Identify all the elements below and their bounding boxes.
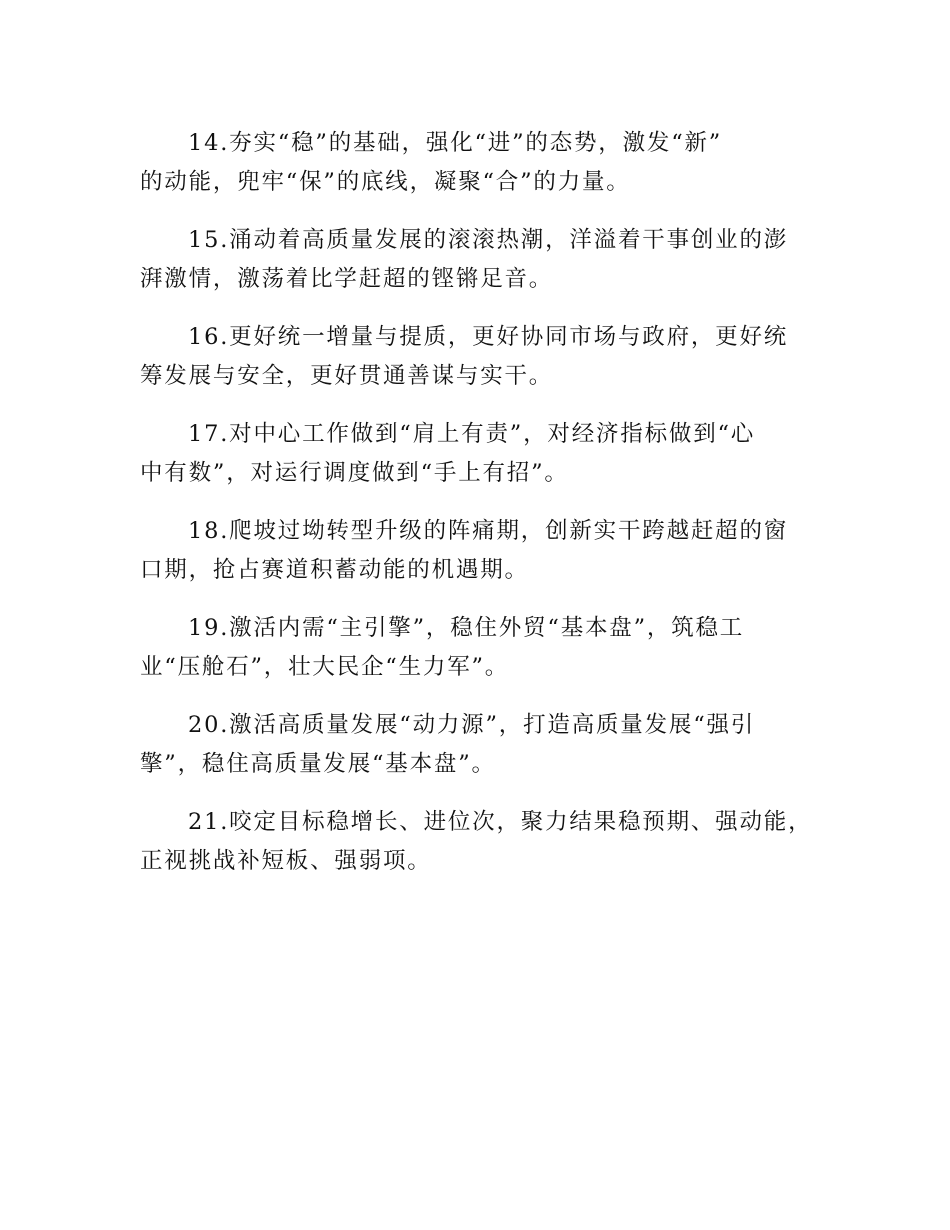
paragraph-line: 筹发展与安全，更好贯通善谋与实干。 (140, 362, 554, 389)
paragraph-line: 的动能，兜牢“保”的底线，凝聚“合”的力量。 (140, 168, 631, 195)
document-body (140, 124, 813, 900)
paragraph-line: 业“压舱石”，壮大民企“生力军”。 (140, 653, 510, 680)
paragraph-line: 18.爬坡过坳转型升级的阵痛期，创新实干跨越赶超的窗 (188, 518, 789, 544)
paragraph-17 (140, 415, 810, 492)
paragraph-line: 21.咬定目标稳增长、进位次，聚力结果稳预期、强动能， (188, 809, 813, 835)
paragraph-14 (140, 124, 810, 201)
paragraph-line: 口期，抢占赛道积蓄动能的机遇期。 (140, 556, 529, 583)
paragraph-line: 19.激活内需“主引擎”，稳住外贸“基本盘”，筑稳工 (188, 615, 745, 641)
paragraph-line: 湃激情，激荡着比学赶超的铿锵足音。 (140, 265, 554, 292)
paragraph-line: 15.涌动着高质量发展的滚滚热潮，洋溢着干事创业的澎 (188, 227, 789, 253)
paragraph-line: 正视挑战补短板、强弱项。 (140, 847, 432, 874)
paragraph-18 (140, 512, 810, 589)
paragraph-15 (140, 221, 810, 298)
paragraph-line: 20.激活高质量发展“动力源”，打造高质量发展“强引 (188, 712, 756, 738)
paragraph-16 (140, 318, 810, 395)
paragraph-20 (140, 706, 810, 783)
paragraph-line: 中有数”，对运行调度做到“手上有招”。 (140, 459, 569, 486)
paragraph-21 (140, 803, 813, 880)
paragraph-line: 14.夯实“稳”的基础，强化“进”的态势，激发“新” (188, 130, 723, 156)
paragraph-19 (140, 609, 810, 686)
paragraph-line: 擎”，稳住高质量发展“基本盘”。 (140, 750, 496, 777)
paragraph-line: 17.对中心工作做到“肩上有责”，对经济指标做到“心 (188, 421, 756, 447)
paragraph-line: 16.更好统一增量与提质，更好协同市场与政府，更好统 (188, 324, 789, 350)
